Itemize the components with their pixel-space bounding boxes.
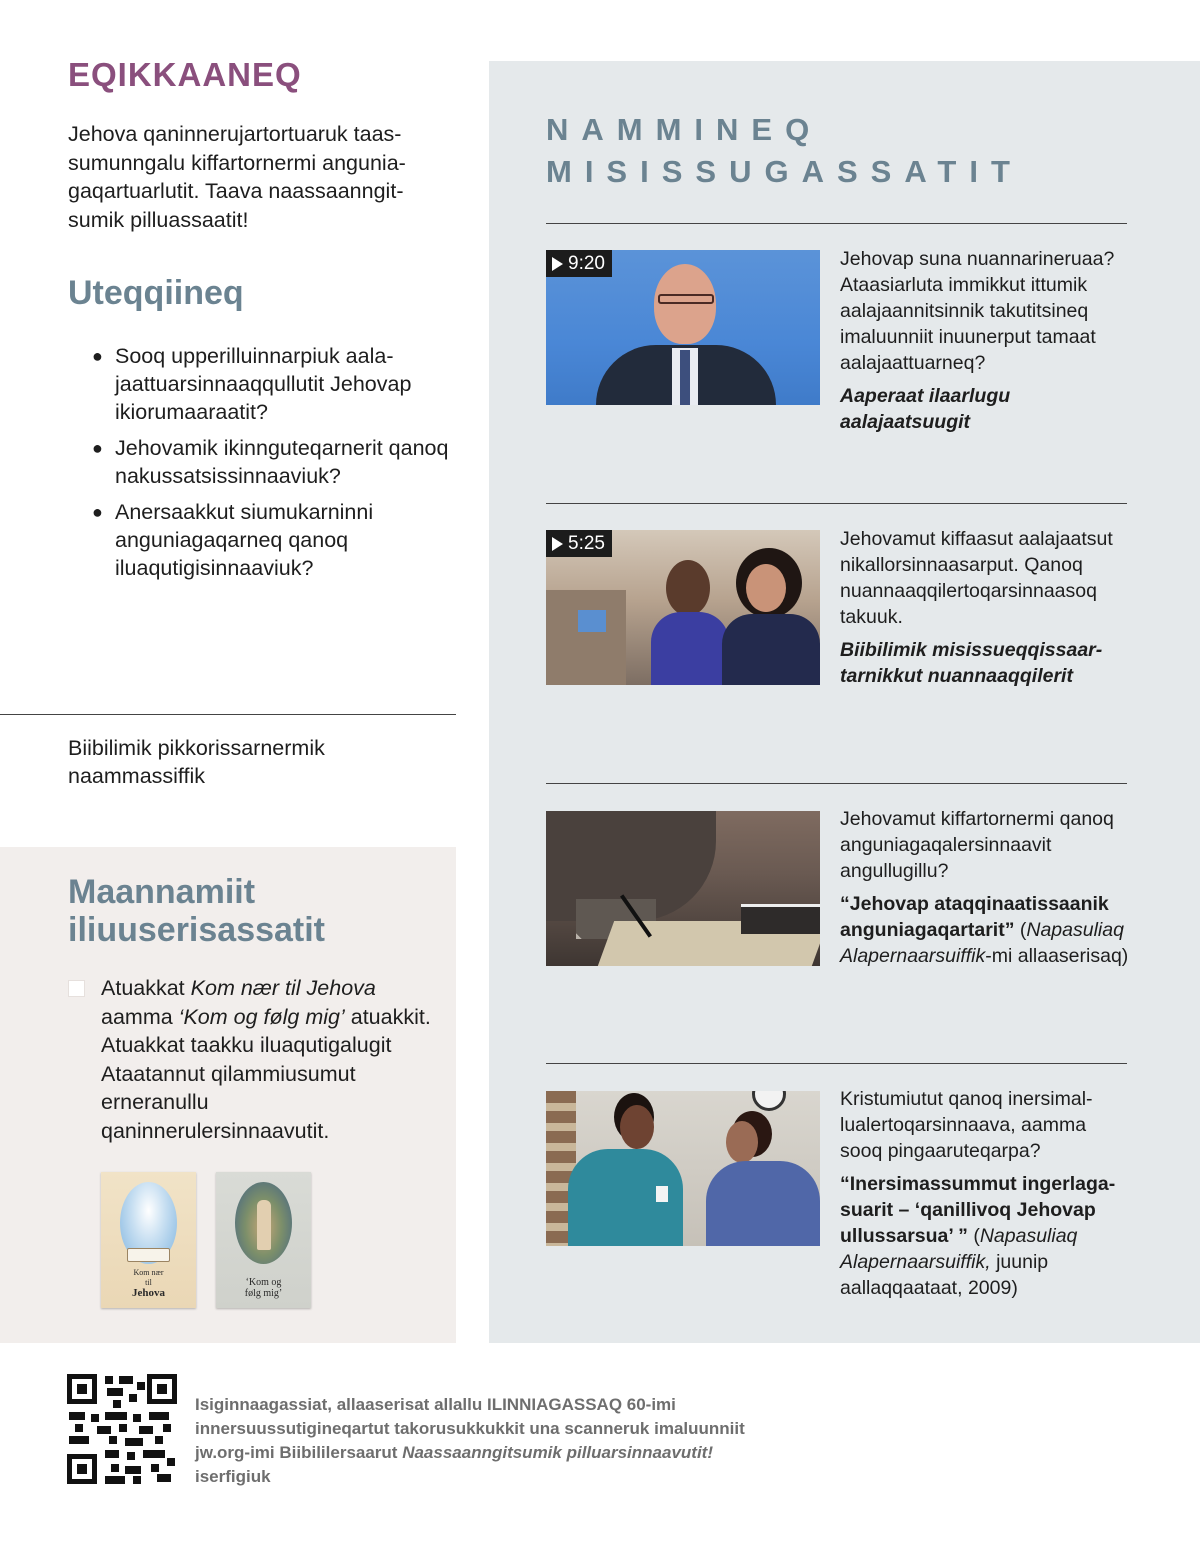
video-duration-badge: 9:20 [546,250,612,277]
action-box-text: Atuakkat Kom nær til Jehova aamma ‘Kom og følg mig’ atuakkit. Atuakkat taakku iluaqutigalugit Ataatannut qilammiusumut erneranullu qaninnerulersinnaavutit. [101,976,431,1143]
item-divider [546,223,1127,224]
young-woman-scrubs [706,1161,820,1246]
qr-finder [147,1374,177,1404]
study-item-text: Jehovamut kiffaasut aalajaatsut nikallorsinnaasarput. Qanoq nuannaaqqilertoqarsinnaasoq takuuk. Biibilimik misissueqqissaartarnikkut nuannaaqqilerit [840,526,1130,689]
video-thumbnail[interactable] [546,250,820,405]
action-box-title: Maannamiit iliuuserisassatit [68,873,326,949]
study-item-link[interactable]: “Jehovap ataqqinaatissaanik anguniagaqartarit” (Napasuliaq Alapernaarsuiffik-mi allaaserisaq) [840,893,1129,967]
item-divider [546,783,1127,784]
child-book [578,610,606,632]
item-divider [546,503,1127,504]
bible-book [741,904,820,934]
self-study-title: NAMMINEQ MISISSUGASSATIT [546,112,1023,189]
qr-code[interactable] [67,1374,177,1484]
name-badge [656,1186,668,1202]
study-item-text: Jehovap suna nuannarineruaa? Ataasiarluta immikkut ittumik aalajaannitsinnik takutitsineq imaluunniit inuunerput tamaat aalajaattuarneq? Aaperaat ilaarlugu aalajaatsuugit [840,246,1130,435]
woman-face [746,564,786,612]
action-box [0,847,456,1343]
qr-finder [67,1374,97,1404]
article-thumbnail[interactable] [546,1091,820,1246]
bullet-icon: ● [92,438,103,458]
video-duration-badge: 5:25 [546,530,612,557]
list-item: ● Sooq upperilluinnarpiuk aalajaattuarsinnaaqqullutit Jehovap ikiorumaaraatit? [92,344,412,424]
book-cover-title: Kom nær til Jehova [132,1268,165,1299]
bible-training-note: Biibilimik pikkorissarnermik naammassiffik [68,736,325,788]
review-questions-list [92,342,452,590]
play-icon [552,257,563,271]
study-item-link[interactable]: Biibilimik misissueqqissaartarnikkut nuannaaqqilerit [840,639,1103,687]
list-item: ● Jehovamik ikinnguteqarnerit qanoq nakussatsissinnaaviuk? [92,436,449,488]
study-item-text: Jehovamut kiffartornermi qanoq anguniagaqalersinnaavit angullugillu? “Jehovap ataqqinaatissaanik anguniagaqartarit” (Napasuliaq Alapernaarsuiffik-mi allaaserisaq) [840,808,1129,967]
article-thumbnail[interactable] [546,811,820,966]
study-item-text: Kristumiutut qanoq inersimallualertoqarsinnaava, aamma sooq pingaaruteqarpa? “Inersimassummut ingerlagasuarit – ‘qanillivoq Jehovap ullussarsua’ ” (Napasuliaq Alapernaarsuiffik, juunip aallaqqaataat, 2009) [840,1086,1130,1301]
woman-jacket [722,614,820,685]
section-divider [0,714,456,715]
book-cover-kom-og-folg-mig[interactable] [216,1172,311,1308]
eqikkaaneq-title: EQIKKAANEQ [68,56,302,93]
checkbox[interactable] [68,980,85,997]
figure-shape [257,1200,271,1250]
book-cover-title: ‘Kom og følg mig’ [244,1277,283,1299]
bullet-icon: ● [92,346,103,366]
play-icon [552,537,563,551]
bullet-icon: ● [92,502,103,522]
qr-finder [67,1454,97,1484]
young-woman-face [726,1121,758,1163]
speaker-tie [680,350,690,405]
glasses-icon [658,294,714,304]
speaker-face [654,264,716,344]
open-book-icon [127,1248,170,1262]
woman-cardigan [651,612,729,685]
self-study-panel [489,61,1200,1343]
nurse-face [620,1105,654,1149]
audience-background [546,590,626,685]
study-item-link[interactable]: “Inersimassummut ingerlagasuarit – ‘qanillivoq Jehovap ullussarsua’ ” (Napasuliaq Alapernaarsuiffik, juunip aallaqqaataat, 2009) [840,1173,1116,1299]
footer-text: Isiginnaagassiat, allaaserisat allallu ILINNIAGASSAQ 60-imi innersuussutigineqartut takorusukkukkit una scanneruk imaluunniit jw.org-imi Biibililersaarut Naassaanngitsumik pilluarsinnaavutit! iserfigiuk [195,1395,745,1486]
woman-head [666,560,710,616]
item-divider [546,1063,1127,1064]
clock-icon [752,1091,786,1111]
eqikkaaneq-text: Jehova qaninnerujartortuaruk taassumunngalu kiffartornermi anguniagaqartuarlutit. Taava naassaanngitsumik pilluassaatit! [68,122,406,232]
list-item: ● Anersaakkut siumukarninni anguniagaqarneq qanoq iluaqutigisinnaaviuk? [92,500,374,580]
uteqqiineq-title: Uteqqiineq [68,274,244,312]
book-cover-kom-naer-til-jehova[interactable] [101,1172,196,1308]
study-item-link[interactable]: Aaperaat ilaarlugu aalajaatsuugit [840,385,1011,433]
video-thumbnail[interactable] [546,530,820,685]
